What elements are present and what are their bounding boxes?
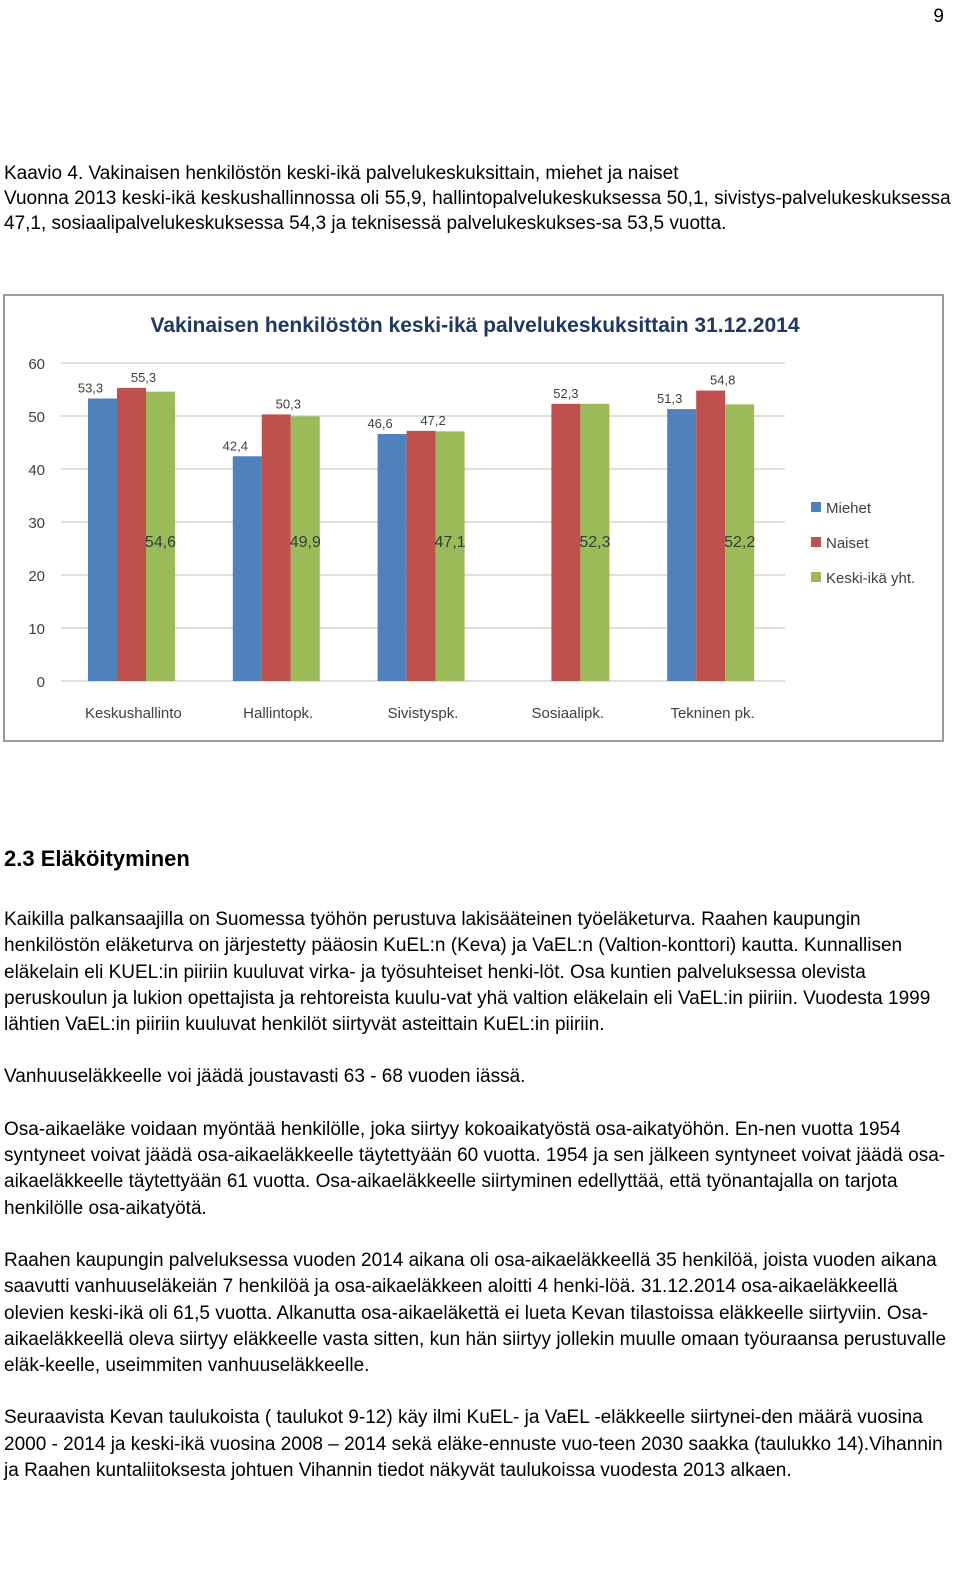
bar-naiset-3 bbox=[551, 404, 580, 681]
data-label: 54,6 bbox=[144, 534, 177, 551]
x-axis-labels bbox=[85, 705, 755, 722]
legend-label: Naiset bbox=[826, 535, 869, 552]
bar-miehet-4 bbox=[667, 409, 696, 681]
paragraph-1: Kaikilla palkansaajilla on Suomessa työhön perustuva lakisääteinen työeläketurva. Raahen kaupungin henkilöstön eläketurva on järjestetty pääosin KuEL:n (Keva) ja VaEL:n (Valtion-konttori) kautta. Kunnallisen eläkelain eli KUEL:in piiriin kuuluvat virka- ja työsuhteiset henki-löt. Osa kuntien palveluksessa olevista peruskoulun ja lukion opettajista ja rehtoreista kuulu-vat yhä valtion eläkelain eli VaEL:in piiriin. Vuodesta 1999 lähtien VaEL:in piiriin kuuluvat henkilöt siirtyvät asteittain KuEL:in piiriin. bbox=[4, 909, 931, 1036]
data-label: 46,6 bbox=[367, 416, 393, 432]
legend-swatch bbox=[811, 572, 821, 582]
data-label: 42,4 bbox=[222, 438, 248, 454]
bar-miehet-0 bbox=[88, 399, 117, 681]
legend-label: Miehet bbox=[826, 500, 872, 517]
legend-swatch bbox=[811, 537, 821, 547]
data-label: 52,3 bbox=[579, 534, 611, 551]
x-tick-label: Hallintopk. bbox=[243, 705, 314, 722]
y-tick-label: 30 bbox=[28, 515, 45, 532]
page-number: 9 bbox=[933, 6, 944, 27]
y-tick-label: 60 bbox=[28, 356, 45, 373]
section-heading: 2.3 Eläköityminen bbox=[4, 846, 190, 871]
chart-title: Vakinaisen henkilöstön keski-ikä palvelukeskuksittain 31.12.2014 bbox=[150, 314, 800, 337]
data-label: 52,2 bbox=[724, 534, 756, 551]
legend-swatch bbox=[811, 502, 821, 512]
data-label: 50,3 bbox=[275, 396, 301, 412]
y-tick-label: 40 bbox=[28, 462, 45, 479]
bar-chart bbox=[5, 296, 942, 740]
y-tick-label: 0 bbox=[36, 674, 45, 691]
bar-miehet-2 bbox=[378, 434, 407, 681]
data-label: 47,1 bbox=[434, 534, 466, 551]
data-label: 49,9 bbox=[289, 534, 321, 551]
bar-naiset-1 bbox=[262, 414, 291, 681]
caption-text: Vuonna 2013 keski-ikä keskushallinnossa oli 55,9, hallintopalvelukeskuksessa 50,1, sivistys-palvelukeskuksessa 47,1, sosiaalipalvelukeskuksessa 54,3 ja teknisessä palvelukeskukses-sa 53,5 vuotta. bbox=[4, 188, 951, 234]
chart-bars bbox=[88, 385, 754, 681]
paragraph-4: Raahen kaupungin palveluksessa vuoden 2014 aikana oli osa-aikaeläkkeellä 35 henkilöä, joista vuoden aikana saavutti vanhuuseläkeiän 7 henkilöä ja osa-aikaeläkkeen aloitti 4 henki-löä. 31.12.2014 osa-aikaeläkkeellä olevien keski-ikä oli 61,5 vuotta. Alkanutta osa-aikaeläkettä ei lueta Kevan tilastoissa eläkkeelle siirtyviin. Osa-aikaeläkkeellä oleva siirtyy eläkkeelle vasta sitten, kun hän siirtyy jollekin muulle omaan työuraansa perustuvalle eläk-keelle, useimmiten vanhuuseläkkeelle. bbox=[4, 1249, 947, 1377]
data-label: 53,3 bbox=[77, 380, 104, 396]
bar-naiset-2 bbox=[407, 431, 436, 681]
data-label: 54,8 bbox=[710, 372, 736, 388]
x-tick-label: Sivistyspk. bbox=[387, 705, 459, 722]
bar-keski-ik-yht--2 bbox=[436, 431, 465, 681]
x-tick-label: Keskushallinto bbox=[85, 705, 182, 722]
paragraph-3: Osa-aikaeläke voidaan myöntää henkilölle, joka siirtyy kokoaikatyöstä osa-aikatyöhön. En-nen vuotta 1954 syntyneet voivat jäädä osa-aikaeläkkeelle täytettyään 60 vuotta. 1954 ja sen jälkeen syntyneet voivat jäädä osa-aikaeläkkeelle täytettyään 61 vuotta. Osa-aikaeläkkeelle siirtyminen edellyttää, että työnantajalla on tarjota henkilölle osa-aikatyötä. bbox=[4, 1118, 946, 1219]
data-label: 47,2 bbox=[420, 412, 446, 428]
legend-label: Keski-ikä yht. bbox=[826, 570, 916, 587]
data-label: 51,3 bbox=[657, 391, 683, 407]
y-tick-label: 50 bbox=[28, 409, 45, 426]
paragraph-2: Vanhuuseläkkeelle voi jäädä joustavasti 63 - 68 vuoden iässä. bbox=[4, 1066, 526, 1088]
bar-naiset-4 bbox=[696, 391, 725, 681]
paragraph-5: Seuraavista Kevan taulukoista ( taulukot 9-12) käy ilmi KuEL- ja VaEL -eläkkeelle siirtynei-den määrä vuosina 2000 - 2014 ja keski-ikä vuosina 2008 – 2014 sekä eläke-ennuste vuo-teen 2030 saakka (taulukko 14).Vihannin ja Raahen kuntaliitoksesta johtuen Vihannin tiedot näkyvät taulukoissa vuodesta 2013 alkaen. bbox=[4, 1407, 943, 1482]
y-tick-label: 10 bbox=[28, 621, 45, 638]
data-label: 52,3 bbox=[553, 385, 579, 401]
section-body bbox=[4, 907, 954, 1510]
data-label: 55,3 bbox=[130, 369, 157, 385]
figure-caption bbox=[4, 161, 954, 236]
y-tick-label: 20 bbox=[28, 568, 45, 585]
x-tick-label: Sosiaalipk. bbox=[531, 705, 605, 722]
caption-title: Kaavio 4. Vakinaisen henkilöstön keski-ikä palvelukeskuksittain, miehet ja naiset bbox=[4, 163, 679, 184]
chart-legend bbox=[811, 500, 915, 587]
y-axis-ticks bbox=[28, 356, 45, 691]
chart-container bbox=[3, 294, 944, 742]
bar-naiset-0 bbox=[117, 388, 146, 681]
x-tick-label: Tekninen pk. bbox=[670, 705, 755, 722]
bar-miehet-1 bbox=[233, 456, 262, 681]
